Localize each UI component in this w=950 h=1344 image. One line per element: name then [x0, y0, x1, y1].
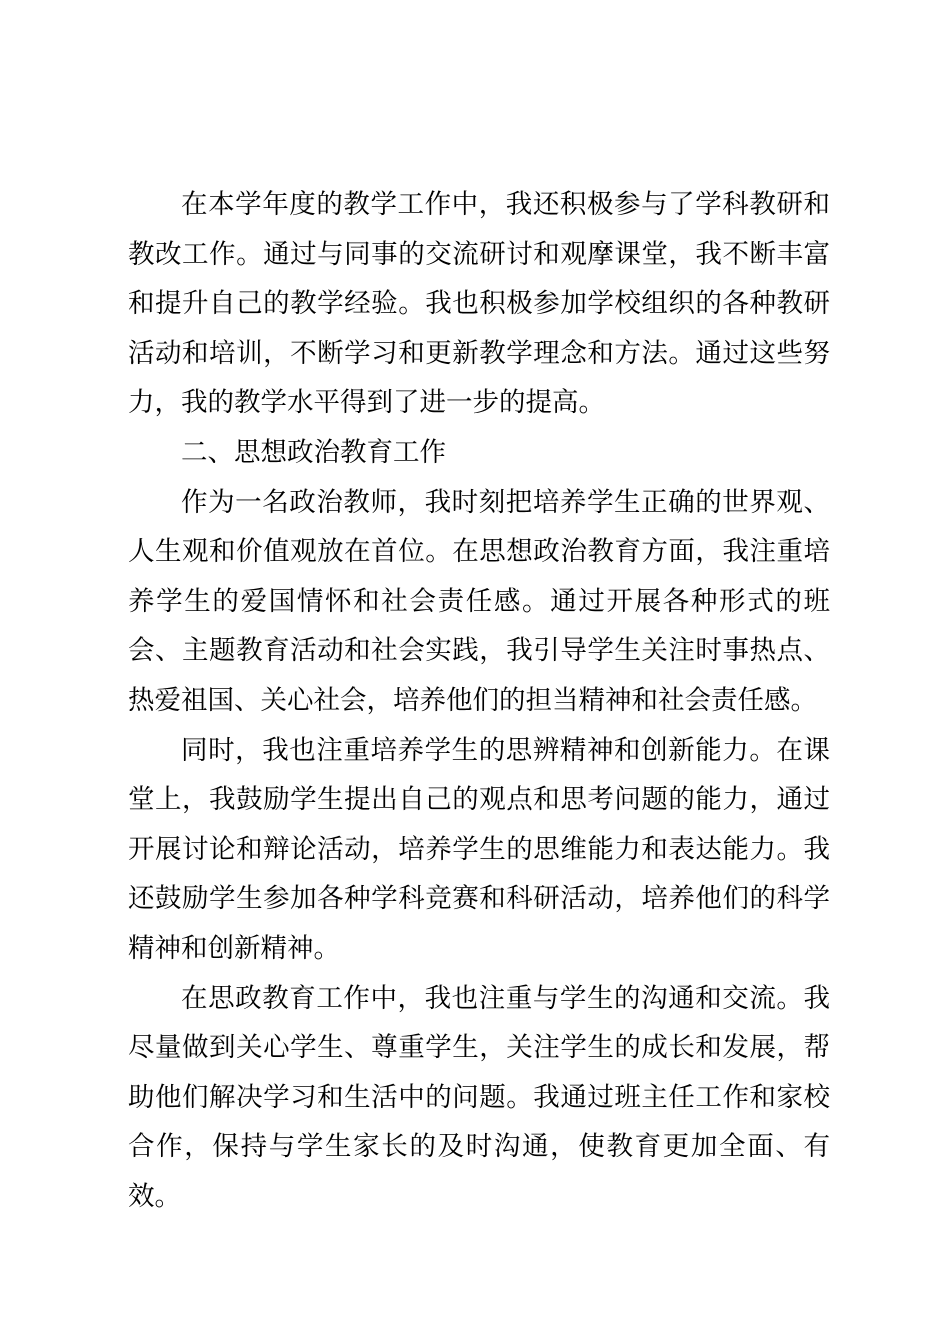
section-heading-ideological-political-education: 二、思想政治教育工作	[181, 436, 446, 468]
paragraph-critical-thinking: 同时，我也注重培养学生的思辨精神和创新能力。在课堂上，我鼓励学生提出自己的观点和思考问题的能力，通过开展讨论和辩论活动，培养学生的思维能力和表达能力。我还鼓励学生参加各种学科竞赛和科研活动，培养他们的科学精神和创新精神。	[128, 734, 830, 964]
paragraph-teaching-research: 在本学年度的教学工作中，我还积极参与了学科教研和教改工作。通过与同事的交流研讨和观摩课堂，我不断丰富和提升自己的教学经验。我也积极参加学校组织的各种教研活动和培训，不断学习和更新教学理念和方法。通过这些努力，我的教学水平得到了进一步的提高。	[128, 189, 830, 419]
paragraph-communication: 在思政教育工作中，我也注重与学生的沟通和交流。我尽量做到关心学生、尊重学生，关注学生的成长和发展，帮助他们解决学习和生活中的问题。我通过班主任工作和家校合作，保持与学生家长的及时沟通，使教育更加全面、有效。	[128, 982, 830, 1212]
paragraph-political-teacher: 作为一名政治教师，我时刻把培养学生正确的世界观、人生观和价值观放在首位。在思想政治教育方面，我注重培养学生的爱国情怀和社会责任感。通过开展各种形式的班会、主题教育活动和社会实践，我引导学生关注时事热点、热爱祖国、关心社会，培养他们的担当精神和社会责任感。	[128, 486, 830, 716]
document-body	[128, 180, 830, 1221]
